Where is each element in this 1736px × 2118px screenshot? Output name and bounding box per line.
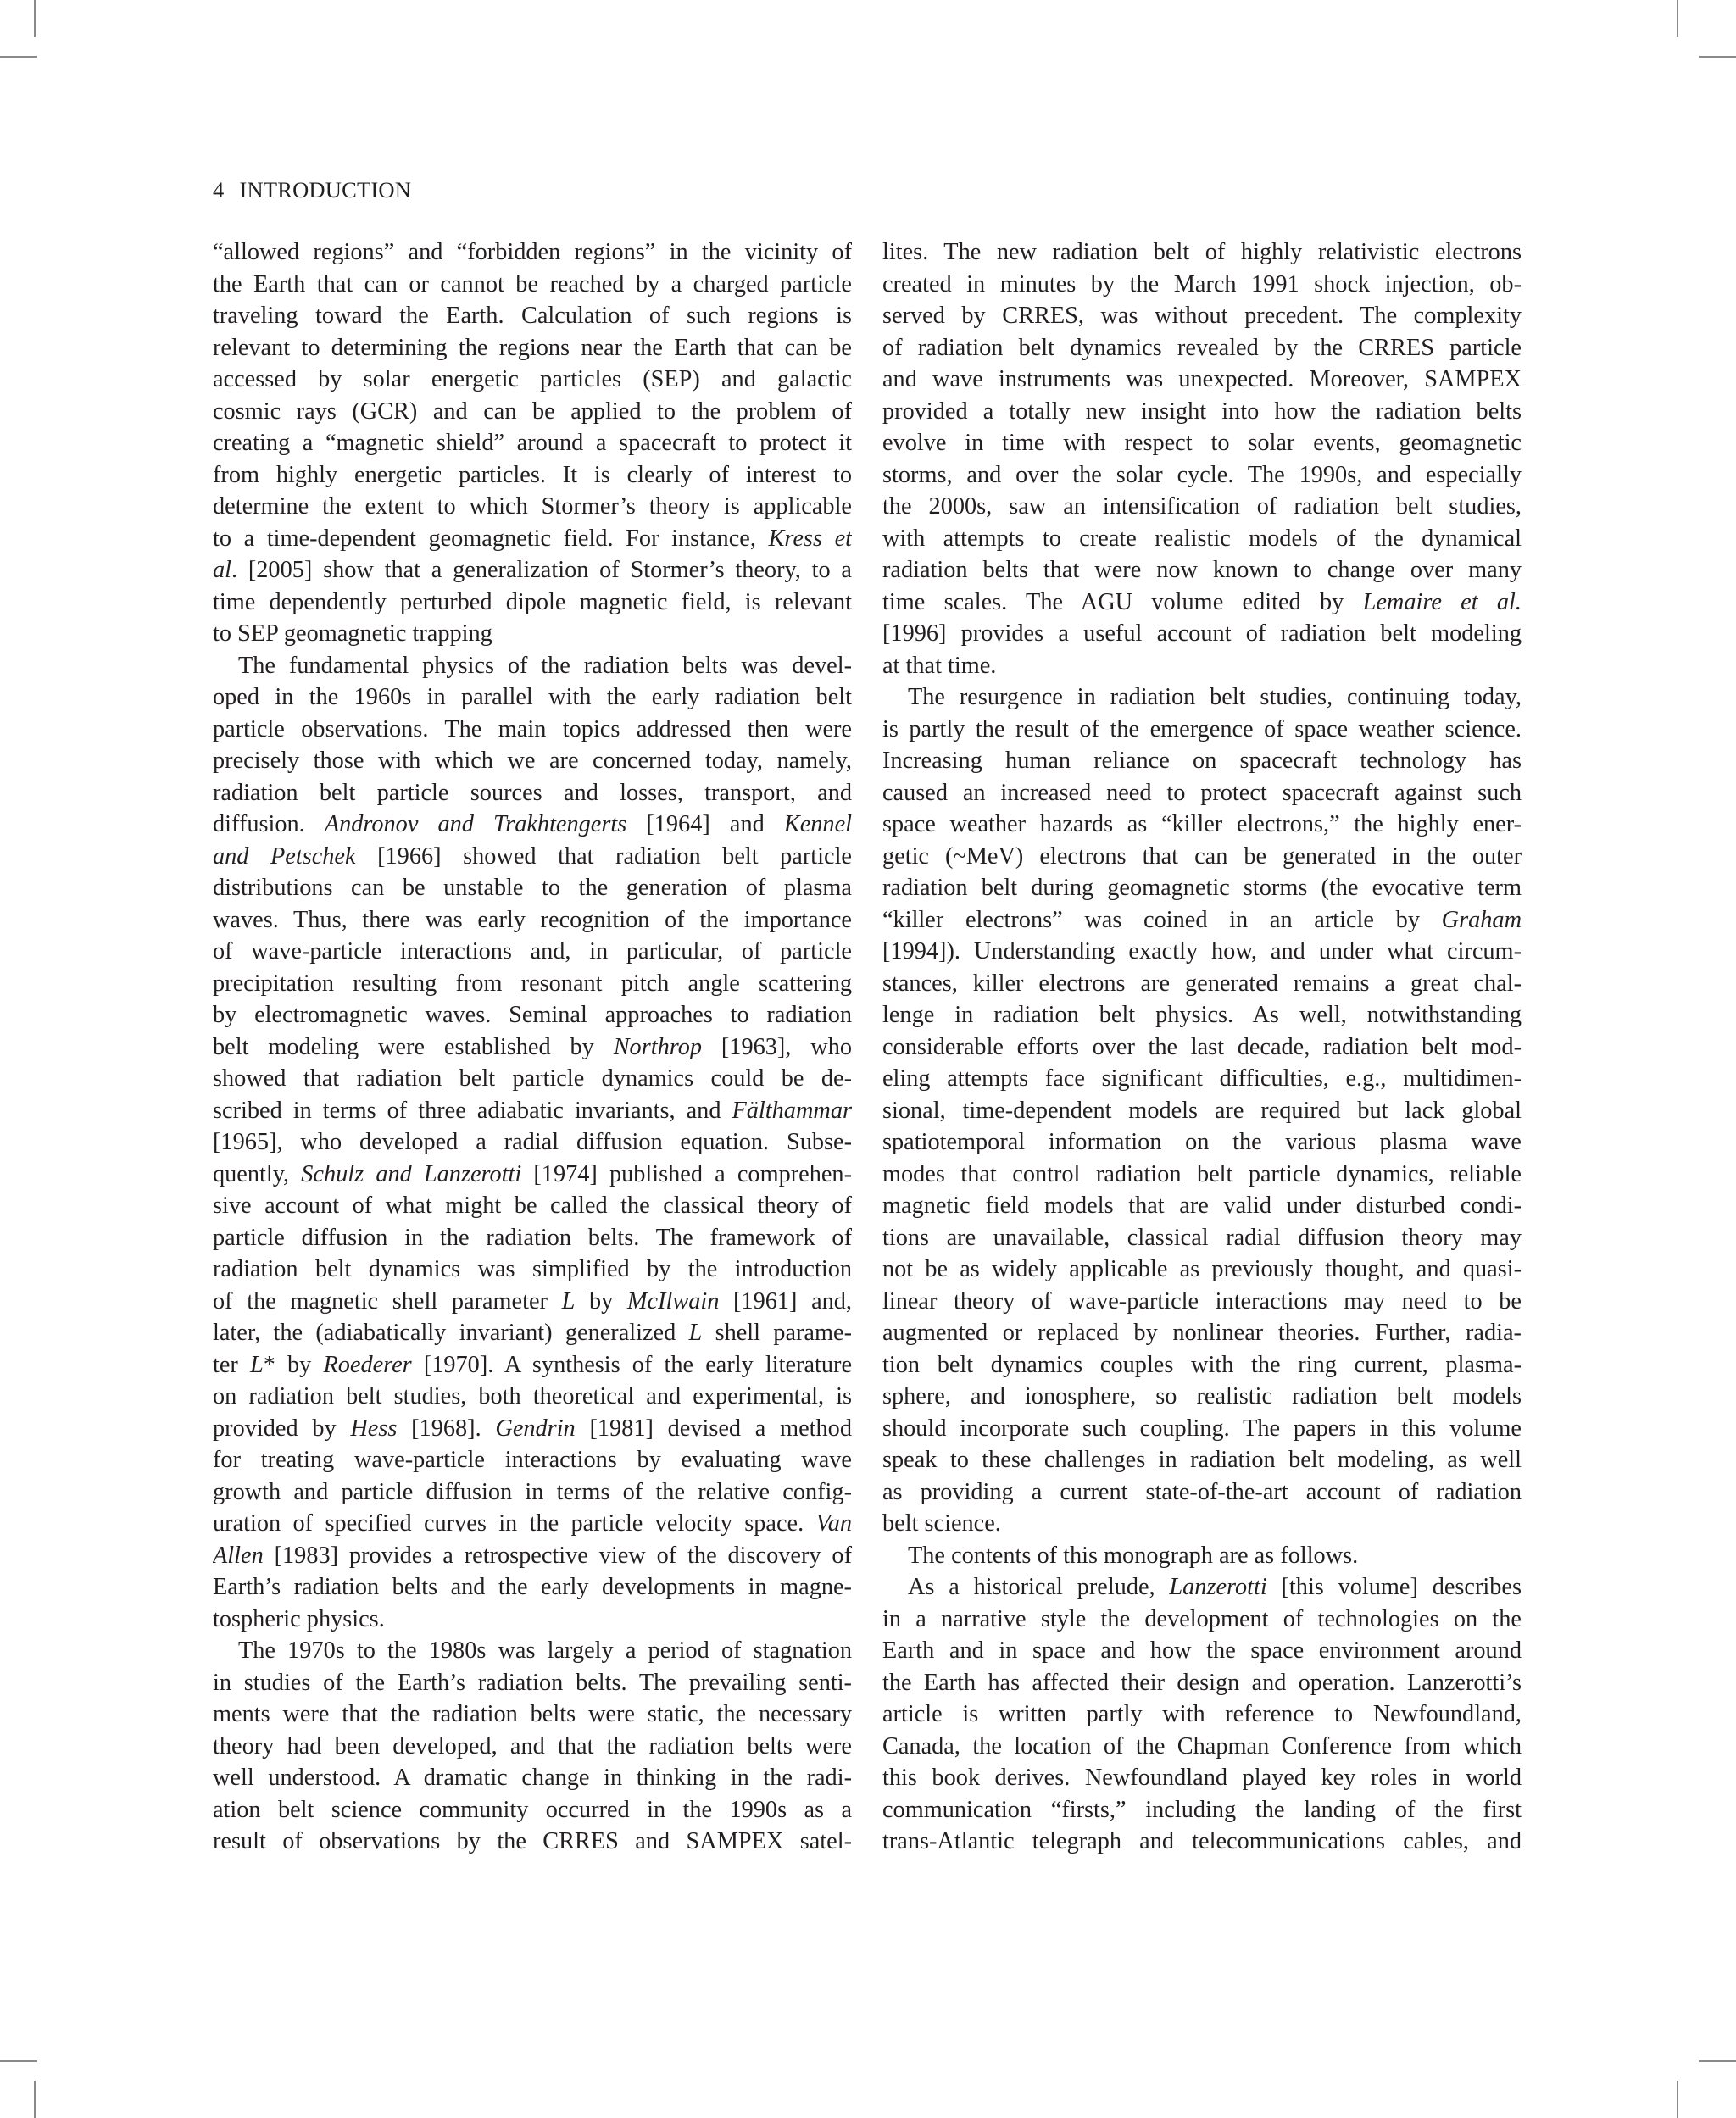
text-line: article is written partly with reference to Newfoundland, bbox=[882, 1701, 1522, 1727]
text-line: and wave instruments was unexpected. Moreover, SAMPEX bbox=[882, 366, 1522, 392]
text-line: theory had been developed, and that the radiation belts were bbox=[213, 1732, 852, 1759]
crop-mark bbox=[34, 2081, 36, 2118]
text-line: ments were that the radiation belts were static, the necessary bbox=[213, 1701, 852, 1727]
text-line: The resurgence in radiation belt studies, continuing today, bbox=[908, 684, 1522, 710]
text-line: is partly the result of the emergence of space weather science. bbox=[882, 715, 1522, 742]
text-line: Increasing human reliance on spacecraft technology has bbox=[882, 748, 1522, 774]
running-head bbox=[213, 173, 411, 207]
text-line: “allowed regions” and “forbidden regions” in the vicinity of bbox=[213, 239, 852, 265]
crop-mark bbox=[0, 2060, 37, 2062]
text-line: result of observations by the CRRES and SAMPEX satel- bbox=[213, 1828, 852, 1854]
text-column-right bbox=[882, 236, 1522, 1858]
text-line: the Earth that can or cannot be reached by a charged particle bbox=[213, 270, 852, 297]
text-line: determine the extent to which Stormer’s theory is applicable bbox=[213, 493, 852, 520]
text-line: lenge in radiation belt physics. As well, notwithstanding bbox=[882, 1002, 1522, 1028]
text-line: diffusion. Andronov and Trakhtengerts [1964] and Kennel bbox=[213, 811, 852, 837]
text-line: Canada, the location of the Chapman Conference from which bbox=[882, 1732, 1522, 1759]
text-line: the 2000s, saw an intensification of radiation belt studies, bbox=[882, 493, 1522, 520]
text-line: in studies of the Earth’s radiation belts. The prevailing senti- bbox=[213, 1669, 852, 1696]
text-line: waves. Thus, there was early recognition of the importance bbox=[213, 906, 852, 933]
text-line: evolve in time with respect to solar events, geomagnetic bbox=[882, 430, 1522, 456]
text-line: sional, time-dependent models are required but lack global bbox=[882, 1097, 1522, 1124]
text-line: in a narrative style the development of technologies on the bbox=[882, 1605, 1522, 1632]
text-line: stances, killer electrons are generated remains a great chal- bbox=[882, 970, 1522, 997]
text-column-left bbox=[213, 236, 852, 1858]
text-line: provided a totally new insight into how the radiation belts bbox=[882, 397, 1522, 425]
text-line: not be as widely applicable as previously thought, and quasi- bbox=[882, 1256, 1522, 1282]
text-line: this book derives. Newfoundland played key roles in world bbox=[882, 1765, 1522, 1791]
text-line: to a time-dependent geomagnetic field. For instance, Kress et bbox=[213, 525, 852, 552]
text-line: later, the (adiabatically invariant) generalized L shell parame- bbox=[213, 1320, 852, 1346]
text-line: at that time. bbox=[882, 652, 997, 679]
text-line: for treating wave-particle interactions by evaluating wave bbox=[213, 1447, 852, 1473]
section-title: INTRODUCTION bbox=[239, 177, 412, 203]
text-line: “killer electrons” was coined in an article by Graham bbox=[882, 906, 1522, 933]
text-line: Earth’s radiation belts and the early developments in magne- bbox=[213, 1574, 852, 1600]
text-line: accessed by solar energetic particles (SEP) and galactic bbox=[213, 366, 852, 392]
text-line: of the magnetic shell parameter L by McIlwain [1961] and, bbox=[213, 1287, 852, 1315]
text-line: [1996] provides a useful account of radiation belt modeling bbox=[882, 620, 1522, 647]
text-line: by electromagnetic waves. Seminal approaches to radiation bbox=[213, 1002, 852, 1028]
text-line: traveling toward the Earth. Calculation of such regions is bbox=[213, 303, 852, 329]
text-line: al. [2005] show that a generalization of Stormer’s theory, to a bbox=[213, 557, 852, 583]
text-line: Earth and in space and how the space environment around bbox=[882, 1637, 1522, 1664]
text-line: ation belt science community occurred in the 1990s as a bbox=[213, 1796, 852, 1823]
text-line: As a historical prelude, Lanzerotti [this volume] describes bbox=[908, 1574, 1522, 1600]
text-line: spatiotemporal information on the various plasma wave bbox=[882, 1129, 1522, 1155]
text-line: the Earth has affected their design and operation. Lanzerotti’s bbox=[882, 1669, 1522, 1696]
text-line: and Petschek [1966] showed that radiation belt particle bbox=[213, 842, 852, 870]
page-number: 4 bbox=[213, 177, 225, 203]
text-line: belt science. bbox=[882, 1510, 1001, 1537]
text-line: particle diffusion in the radiation belts. The framework of bbox=[213, 1224, 852, 1251]
text-line: relevant to determining the regions near the Earth that can be bbox=[213, 334, 852, 361]
text-line: radiation belt dynamics was simplified by the introduction bbox=[213, 1256, 852, 1282]
text-line: with attempts to create realistic models of the dynamical bbox=[882, 525, 1522, 552]
text-line: magnetic field models that are valid under disturbed condi- bbox=[882, 1192, 1522, 1219]
text-line: of radiation belt dynamics revealed by the CRRES particle bbox=[882, 334, 1522, 361]
text-line: trans-Atlantic telegraph and telecommunications cables, and bbox=[882, 1828, 1522, 1854]
text-line: well understood. A dramatic change in thinking in the radi- bbox=[213, 1765, 852, 1791]
text-line: radiation belt particle sources and losses, transport, and bbox=[213, 779, 852, 806]
crop-mark bbox=[1677, 0, 1678, 37]
text-line: provided by Hess [1968]. Gendrin [1981] devised a method bbox=[213, 1415, 852, 1442]
text-line: showed that radiation belt particle dynamics could be de- bbox=[213, 1065, 852, 1092]
text-line: considerable efforts over the last decade, radiation belt mod- bbox=[882, 1033, 1522, 1060]
text-line: time dependently perturbed dipole magnetic field, is relevant bbox=[213, 588, 852, 615]
text-line: sphere, and ionosphere, so realistic radiation belt models bbox=[882, 1383, 1522, 1409]
text-line: particle observations. The main topics addressed then were bbox=[213, 715, 852, 742]
text-line: augmented or replaced by nonlinear theories. Further, radia- bbox=[882, 1320, 1522, 1346]
text-line: belt modeling were established by Northrop [1963], who bbox=[213, 1033, 852, 1060]
text-line: precipitation resulting from resonant pitch angle scattering bbox=[213, 970, 852, 997]
text-line: caused an increased need to protect spacecraft against such bbox=[882, 779, 1522, 806]
crop-mark bbox=[1699, 2060, 1736, 2062]
text-line: lites. The new radiation belt of highly relativistic electrons bbox=[882, 239, 1522, 265]
text-line: linear theory of wave-particle interactions may need to be bbox=[882, 1287, 1522, 1315]
crop-mark bbox=[1677, 2081, 1678, 2118]
text-line: Allen [1983] provides a retrospective view of the discovery of bbox=[213, 1542, 852, 1569]
text-line: time scales. The AGU volume edited by Lemaire et al. bbox=[882, 588, 1522, 615]
text-line: on radiation belt studies, both theoretical and experimental, is bbox=[213, 1383, 852, 1409]
text-line: [1965], who developed a radial diffusion equation. Subse- bbox=[213, 1129, 852, 1155]
text-line: cosmic rays (GCR) and can be applied to the problem of bbox=[213, 397, 852, 425]
text-line: distributions can be unstable to the generation of plasma bbox=[213, 875, 852, 901]
text-line: eling attempts face significant difficulties, e.g., multidimen- bbox=[882, 1065, 1522, 1092]
text-line: uration of specified curves in the particle velocity space. Van bbox=[213, 1510, 852, 1537]
text-line: The fundamental physics of the radiation belts was devel- bbox=[238, 652, 852, 679]
crop-mark bbox=[34, 0, 36, 37]
text-line: space weather hazards as “killer electrons,” the highly ener- bbox=[882, 811, 1522, 837]
text-line: creating a “magnetic shield” around a spacecraft to protect it bbox=[213, 430, 852, 456]
text-line: oped in the 1960s in parallel with the early radiation belt bbox=[213, 684, 852, 710]
text-line: of wave-particle interactions and, in particular, of particle bbox=[213, 938, 852, 964]
text-line: radiation belts that were now known to change over many bbox=[882, 557, 1522, 583]
text-line: tion belt dynamics couples with the ring current, plasma- bbox=[882, 1351, 1522, 1378]
text-line: ter L* by Roederer [1970]. A synthesis of the early literature bbox=[213, 1351, 852, 1378]
text-line: The contents of this monograph are as follows. bbox=[908, 1542, 1359, 1569]
text-line: modes that control radiation belt particle dynamics, reliable bbox=[882, 1160, 1522, 1187]
text-line: growth and particle diffusion in terms of the relative config- bbox=[213, 1478, 852, 1505]
text-line: precisely those with which we are concerned today, namely, bbox=[213, 748, 852, 774]
text-line: speak to these challenges in radiation belt modeling, as well bbox=[882, 1447, 1522, 1473]
text-line: to SEP geomagnetic trapping bbox=[213, 620, 492, 647]
crop-mark bbox=[0, 56, 37, 58]
text-line: as providing a current state-of-the-art account of radiation bbox=[882, 1478, 1522, 1505]
text-line: sive account of what might be called the classical theory of bbox=[213, 1192, 852, 1219]
text-line: getic (~MeV) electrons that can be generated in the outer bbox=[882, 842, 1522, 870]
crop-mark bbox=[1699, 56, 1736, 58]
text-line: tospheric physics. bbox=[213, 1605, 385, 1632]
text-line: from highly energetic particles. It is clearly of interest to bbox=[213, 461, 852, 488]
text-line: storms, and over the solar cycle. The 1990s, and especially bbox=[882, 461, 1522, 488]
text-line: scribed in terms of three adiabatic invariants, and Fälthammar bbox=[213, 1097, 852, 1124]
text-line: [1994]). Understanding exactly how, and under what circum- bbox=[882, 938, 1522, 964]
text-line: served by CRRES, was without precedent. The complexity bbox=[882, 303, 1522, 329]
text-line: should incorporate such coupling. The papers in this volume bbox=[882, 1415, 1522, 1442]
text-line: The 1970s to the 1980s was largely a period of stagnation bbox=[238, 1637, 852, 1664]
text-line: radiation belt during geomagnetic storms (the evocative term bbox=[882, 875, 1522, 901]
text-line: tions are unavailable, classical radial diffusion theory may bbox=[882, 1224, 1522, 1251]
text-line: quently, Schulz and Lanzerotti [1974] published a comprehen- bbox=[213, 1160, 852, 1187]
text-line: communication “firsts,” including the landing of the first bbox=[882, 1796, 1522, 1823]
text-line: created in minutes by the March 1991 shock injection, ob- bbox=[882, 270, 1522, 297]
